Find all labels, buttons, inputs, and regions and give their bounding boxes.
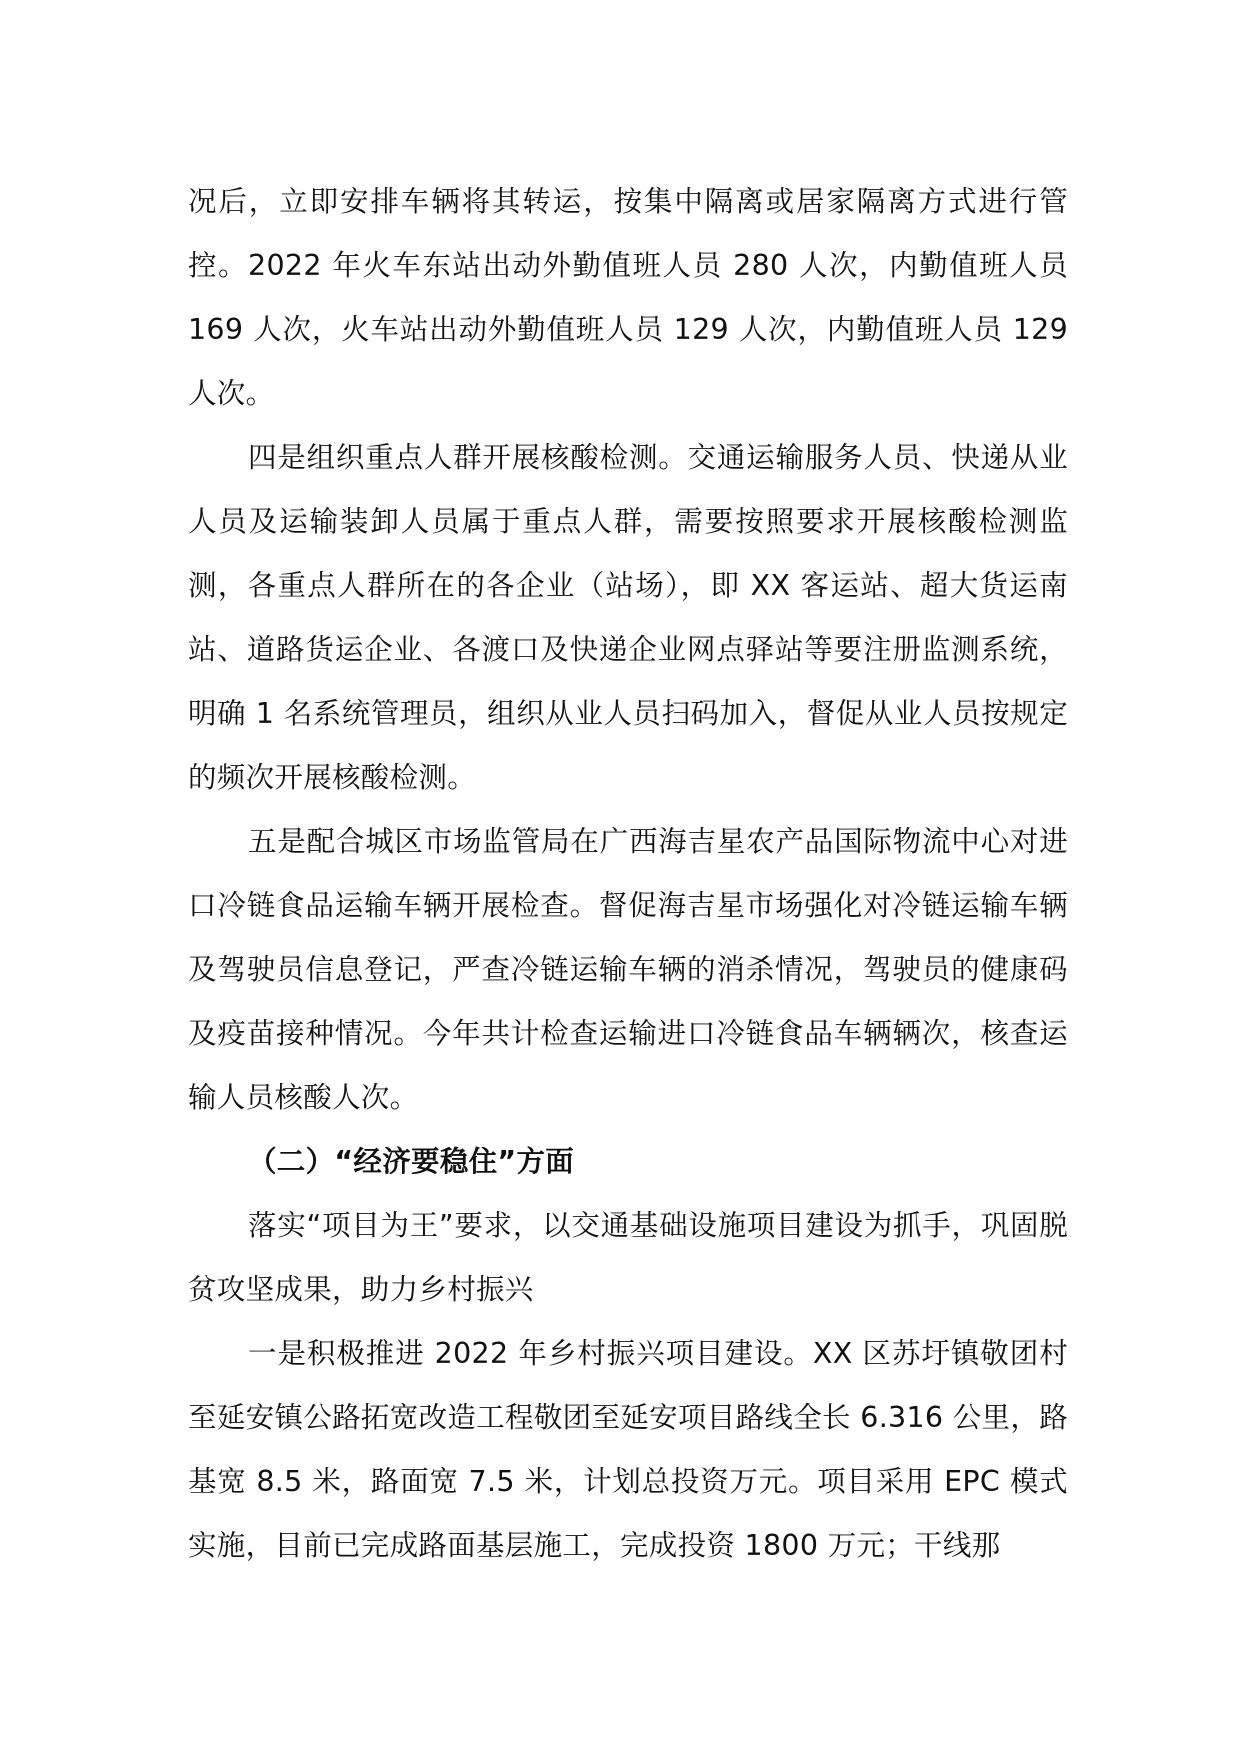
paragraph-point-five: 五是配合城区市场监管局在广西海吉星农产品国际物流中心对进口冷链食品运输车辆开展检查。督促海吉星市场强化对冷链运输车辆及驾驶员信息登记，严查冷链运输车辆的消杀情况，驾驶员的健康码及疫苗接种情况。今年共计检查运输进口冷链食品车辆辆次，核查运输人员核酸人次。 bbox=[188, 825, 1068, 1114]
paragraph-point-four: 四是组织重点人群开展核酸检测。交通运输服务人员、快递从业人员及运输装卸人员属于重点人群，需要按照要求开展核酸检测监测，各重点人群所在的各企业（站场），即 XX 客运站、超大货运南站、道路货运企业、各渡口及快递企业网点驿站等要注册监测系统，明确 1 名系统管理员，组织从业人员扫码加入，督促从业人员按规定的频次开展核酸检测。 bbox=[188, 441, 1068, 794]
section-heading: （二）“经济要稳住”方面 bbox=[248, 1145, 575, 1178]
paragraph-point-one: 一是积极推进 2022 年乡村振兴项目建设。XX 区苏圩镇敬团村至延安镇公路拓宽改造工程敬团至延安项目路线全长 6.316 公里，路基宽 8.5 米，路面宽 7.5 米，计划总投资万元。项目采用 EPC 模式实施，目前已完成路面基层施工，完成投资 1800 万元；干线那 bbox=[188, 1337, 1068, 1562]
paragraph-continuation: 况后，立即安排车辆将其转运，按集中隔离或居家隔离方式进行管控。2022 年火车东站出动外勤值班人员 280 人次，内勤值班人员 169 人次，火车站出动外勤值班人员 129 人次，内勤值班人员 129 人次。 bbox=[188, 185, 1068, 410]
document-body bbox=[188, 170, 1068, 1578]
paragraph-section-intro: 落实“项目为王”要求，以交通基础设施项目建设为抓手，巩固脱贫攻坚成果，助力乡村振兴 bbox=[188, 1209, 1068, 1306]
